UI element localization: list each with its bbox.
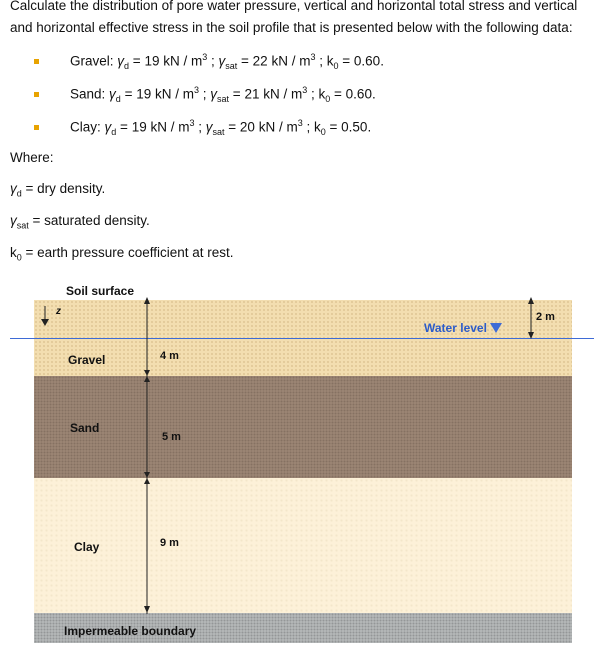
soil-surface-label: Soil surface: [66, 284, 135, 298]
intro-line-2: and horizontal effective stress in the soil profile that is presented below with the following data:: [10, 20, 573, 35]
water-level-triangle-icon: [490, 323, 502, 333]
gravel-label: Gravel: [68, 353, 106, 367]
water-depth-label: 2 m: [536, 311, 555, 323]
bullet-icon: [34, 92, 39, 97]
dry-density-value: 19: [131, 119, 147, 135]
material-name: Clay: [70, 119, 98, 135]
z-axis-label: z: [56, 306, 61, 317]
impermeable-boundary-label: Impermeable boundary: [64, 624, 197, 638]
definition-k0: $k_0$ = earth pressure coefficient at rest.: [10, 245, 234, 263]
k0-value: 0.50: [341, 119, 368, 135]
material-name: Sand: [70, 86, 102, 102]
dry-density-value: 19: [136, 86, 152, 102]
sat-density-value: 20: [239, 119, 255, 135]
depth-dimension-line: [140, 296, 154, 616]
bullet-icon: [34, 125, 39, 130]
clay-layer: [34, 478, 572, 613]
sat-density-value: 22: [252, 53, 268, 69]
intro-paragraph: [10, 0, 606, 39]
water-table-line: [10, 338, 594, 339]
sand-layer: [34, 376, 572, 478]
intro-line-1: Calculate the distribution of pore water pressure, vertical and horizontal total stress and vertical: [10, 0, 578, 13]
sat-density-value: 21: [244, 86, 260, 102]
water-level-label: Water level: [424, 321, 487, 335]
material-name: Gravel: [70, 53, 110, 69]
definition-saturated-density: $\gamma_{sat}$ = saturated density.: [10, 213, 150, 231]
definition-dry-density: $\gamma_d$ = dry density.: [10, 181, 106, 199]
k0-value: 0.60: [345, 86, 372, 102]
clay-thickness: 9 m: [160, 537, 179, 549]
sand-thickness: 5 m: [162, 431, 181, 443]
gravel-thickness: 4 m: [160, 350, 179, 362]
k0-value: 0.60: [353, 53, 381, 69]
sand-label: Sand: [70, 421, 100, 435]
clay-label: Clay: [74, 540, 100, 554]
bullet-icon: [34, 59, 39, 64]
soil-profile-diagram: [0, 280, 610, 657]
dry-density-value: 19: [144, 53, 160, 69]
where-heading: Where:: [10, 150, 54, 165]
